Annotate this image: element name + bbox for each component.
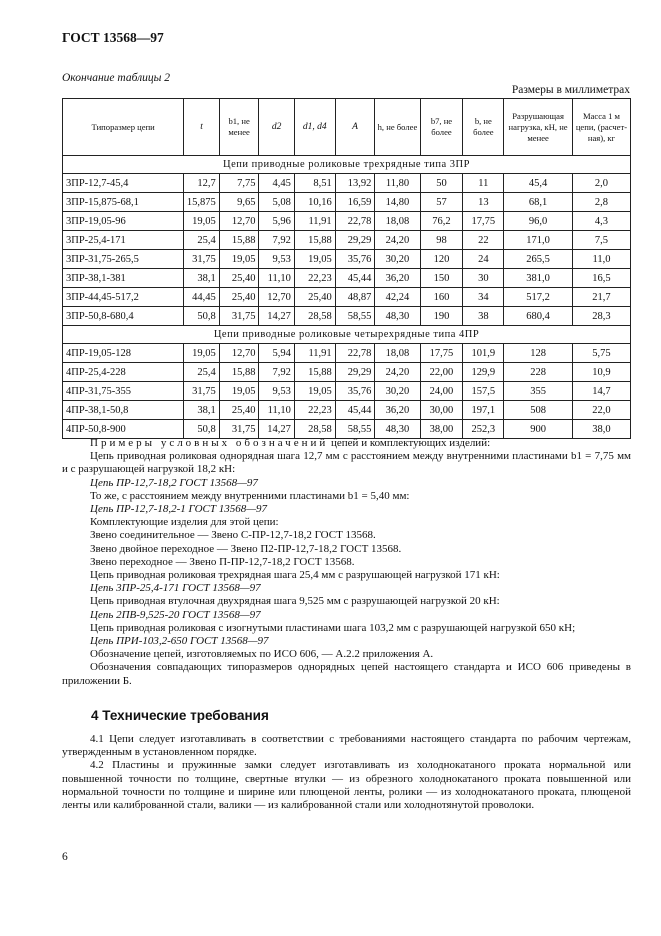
table-cell: 48,30 bbox=[375, 307, 420, 326]
table-cell: 25,40 bbox=[219, 288, 259, 307]
table-cell: 19,05 bbox=[294, 250, 335, 269]
example-code: Цепь 2ПВ-9,525-20 ГОСТ 13568—97 bbox=[90, 608, 261, 621]
chain-type-cell: 3ПР-19,05-96 bbox=[63, 212, 184, 231]
table-cell: 38,1 bbox=[184, 269, 219, 288]
table-cell: 45,4 bbox=[504, 174, 573, 193]
table-cell: 30,00 bbox=[420, 401, 463, 420]
table-cell: 11,91 bbox=[294, 212, 335, 231]
table-cell: 38 bbox=[463, 307, 504, 326]
clause-4-1: 4.1 Цепи следует изготавливать в соответствии с требованиями настоящего стандарта по рабочим чертежам, утвержденным в установленном порядке. bbox=[62, 733, 631, 759]
table-cell: 4,3 bbox=[572, 212, 630, 231]
chain-type-cell: 3ПР-50,8-680,4 bbox=[63, 307, 184, 326]
table-row bbox=[63, 382, 631, 401]
col-header-a: A bbox=[335, 99, 375, 156]
col-header-type: Типоразмер цепи bbox=[63, 99, 184, 156]
table-cell: 25,40 bbox=[219, 269, 259, 288]
table-row bbox=[63, 344, 631, 363]
table-cell: 36,20 bbox=[375, 269, 420, 288]
table-cell: 19,05 bbox=[184, 344, 219, 363]
table-cell: 2,0 bbox=[572, 174, 630, 193]
section-title: Цепи приводные роликовые трехрядные типа 3ПР bbox=[63, 156, 631, 174]
table-cell: 7,92 bbox=[259, 363, 294, 382]
table-cell: 12,70 bbox=[259, 288, 294, 307]
table-cell: 16,59 bbox=[335, 193, 375, 212]
table-cell: 13,92 bbox=[335, 174, 375, 193]
table-cell: 157,5 bbox=[463, 382, 504, 401]
table-cell: 128 bbox=[504, 344, 573, 363]
table-cell: 11,10 bbox=[259, 401, 294, 420]
section-4-title: 4 Технические требования bbox=[91, 708, 269, 723]
table-cell: 7,92 bbox=[259, 231, 294, 250]
table-cell: 30,20 bbox=[375, 250, 420, 269]
table-cell: 12,70 bbox=[219, 212, 259, 231]
page-number: 6 bbox=[62, 851, 68, 863]
section-4-body bbox=[62, 733, 631, 812]
table-row bbox=[63, 288, 631, 307]
table-cell: 15,88 bbox=[219, 363, 259, 382]
example-paragraph: Цепь приводная роликовая с изогнутыми пластинами шага 103,2 мм с разрушающей нагрузкой 650 кН; bbox=[90, 621, 576, 634]
table-row bbox=[63, 269, 631, 288]
table-cell: 22,78 bbox=[335, 344, 375, 363]
table-cell: 48,30 bbox=[375, 420, 420, 439]
table-cell: 28,3 bbox=[572, 307, 630, 326]
chain-type-cell: 3ПР-31,75-265,5 bbox=[63, 250, 184, 269]
table-cell: 5,96 bbox=[259, 212, 294, 231]
table-cell: 35,76 bbox=[335, 382, 375, 401]
example-paragraph: Звено переходное — Звено П-ПР-12,7-18,2 ГОСТ 13568. bbox=[90, 555, 355, 568]
section-title: Цепи приводные роликовые четырехрядные типа 4ПР bbox=[63, 326, 631, 344]
chain-type-cell: 4ПР-50,8-900 bbox=[63, 420, 184, 439]
table-cell: 10,9 bbox=[572, 363, 630, 382]
chain-type-cell: 4ПР-31,75-355 bbox=[63, 382, 184, 401]
table-cell: 5,94 bbox=[259, 344, 294, 363]
table-cell: 68,1 bbox=[504, 193, 573, 212]
table-cell: 228 bbox=[504, 363, 573, 382]
table-cell: 11,80 bbox=[375, 174, 420, 193]
table-cell: 19,05 bbox=[219, 382, 259, 401]
table-cell: 58,55 bbox=[335, 307, 375, 326]
table-row bbox=[63, 174, 631, 193]
table-cell: 31,75 bbox=[219, 420, 259, 439]
chain-type-cell: 3ПР-38,1-381 bbox=[63, 269, 184, 288]
table-cell: 171,0 bbox=[504, 231, 573, 250]
table-cell: 57 bbox=[420, 193, 463, 212]
table-cell: 265,5 bbox=[504, 250, 573, 269]
table-cell: 25,4 bbox=[184, 231, 219, 250]
table-cell: 14,27 bbox=[259, 420, 294, 439]
table-cell: 24,00 bbox=[420, 382, 463, 401]
table-cell: 22 bbox=[463, 231, 504, 250]
table-cell: 5,08 bbox=[259, 193, 294, 212]
table-cell: 12,70 bbox=[219, 344, 259, 363]
table-cell: 28,58 bbox=[294, 420, 335, 439]
table-cell: 9,53 bbox=[259, 382, 294, 401]
table-cell: 900 bbox=[504, 420, 573, 439]
table-cell: 680,4 bbox=[504, 307, 573, 326]
table-cell: 38,0 bbox=[572, 420, 630, 439]
table-row bbox=[63, 420, 631, 439]
chain-type-cell: 3ПР-12,7-45,4 bbox=[63, 174, 184, 193]
table-cell: 11 bbox=[463, 174, 504, 193]
example-code: Цепь ПРИ-103,2-650 ГОСТ 13568—97 bbox=[90, 635, 269, 648]
table-cell: 252,3 bbox=[463, 420, 504, 439]
col-header-d2: d2 bbox=[259, 99, 294, 156]
table-cell: 17,75 bbox=[420, 344, 463, 363]
table-cell: 42,24 bbox=[375, 288, 420, 307]
table-caption: Окончание таблицы 2 bbox=[62, 72, 170, 84]
table-cell: 5,75 bbox=[572, 344, 630, 363]
table-cell: 2,8 bbox=[572, 193, 630, 212]
example-code: Цепь 3ПР-25,4-171 ГОСТ 13568—97 bbox=[90, 582, 261, 595]
table-cell: 25,4 bbox=[184, 363, 219, 382]
example-paragraph: Обозначение цепей, изготовляемых по ИСО 606, — А.2.2 приложения А. bbox=[90, 648, 434, 661]
table-cell: 31,75 bbox=[184, 250, 219, 269]
table-cell: 101,9 bbox=[463, 344, 504, 363]
table-cell: 25,40 bbox=[294, 288, 335, 307]
chain-type-cell: 3ПР-15,875-68,1 bbox=[63, 193, 184, 212]
col-header-b1: b1, не менее bbox=[219, 99, 259, 156]
table-cell: 15,88 bbox=[219, 231, 259, 250]
table-cell: 15,875 bbox=[184, 193, 219, 212]
col-header-t: t bbox=[184, 99, 219, 156]
chain-type-cell: 4ПР-38,1-50,8 bbox=[63, 401, 184, 420]
col-header-load: Разрушающая нагрузка, кН, не менее bbox=[504, 99, 573, 156]
col-header-b7: b7, не более bbox=[420, 99, 463, 156]
table-cell: 30,20 bbox=[375, 382, 420, 401]
chain-dimensions-table bbox=[62, 98, 631, 439]
examples-heading: Примеры условных обозначений цепей и комплектующих изделий: bbox=[90, 437, 491, 449]
table-cell: 14,80 bbox=[375, 193, 420, 212]
table-cell: 50,8 bbox=[184, 307, 219, 326]
example-paragraph: Цепь приводная втулочная двухрядная шага 9,525 мм с разрушающей нагрузкой 20 кН: bbox=[90, 595, 500, 608]
table-cell: 25,40 bbox=[219, 401, 259, 420]
table-cell: 17,75 bbox=[463, 212, 504, 231]
table-row bbox=[63, 401, 631, 420]
table-row bbox=[63, 231, 631, 250]
table-header-row bbox=[63, 99, 631, 156]
examples-block bbox=[62, 437, 631, 688]
table-cell: 9,53 bbox=[259, 250, 294, 269]
example-paragraph: Звено двойное переходное — Звено П2-ПР-12,7-18,2 ГОСТ 13568. bbox=[90, 542, 402, 555]
table-cell: 18,08 bbox=[375, 344, 420, 363]
table-cell: 129,9 bbox=[463, 363, 504, 382]
example-paragraph: То же, с расстоянием между внутренними пластинами b1 = 5,40 мм: bbox=[90, 489, 410, 502]
table-cell: 48,87 bbox=[335, 288, 375, 307]
col-header-d1-d4: d1, d4 bbox=[294, 99, 335, 156]
table-cell: 150 bbox=[420, 269, 463, 288]
table-cell: 31,75 bbox=[219, 307, 259, 326]
table-cell: 120 bbox=[420, 250, 463, 269]
table-cell: 381,0 bbox=[504, 269, 573, 288]
table-cell: 58,55 bbox=[335, 420, 375, 439]
table-cell: 35,76 bbox=[335, 250, 375, 269]
table-cell: 34 bbox=[463, 288, 504, 307]
document-code: ГОСТ 13568—97 bbox=[62, 30, 164, 45]
chain-type-cell: 4ПР-19,05-128 bbox=[63, 344, 184, 363]
table-cell: 15,88 bbox=[294, 231, 335, 250]
table-cell: 24 bbox=[463, 250, 504, 269]
table-cell: 14,27 bbox=[259, 307, 294, 326]
table-cell: 517,2 bbox=[504, 288, 573, 307]
table-cell: 36,20 bbox=[375, 401, 420, 420]
table-cell: 19,05 bbox=[184, 212, 219, 231]
table-cell: 11,0 bbox=[572, 250, 630, 269]
table-cell: 197,1 bbox=[463, 401, 504, 420]
table-cell: 76,2 bbox=[420, 212, 463, 231]
table-cell: 29,29 bbox=[335, 363, 375, 382]
table-cell: 96,0 bbox=[504, 212, 573, 231]
table-cell: 50 bbox=[420, 174, 463, 193]
table-cell: 14,7 bbox=[572, 382, 630, 401]
table-cell: 160 bbox=[420, 288, 463, 307]
table-cell: 38,00 bbox=[420, 420, 463, 439]
table-cell: 13 bbox=[463, 193, 504, 212]
table-cell: 16,5 bbox=[572, 269, 630, 288]
table-cell: 9,65 bbox=[219, 193, 259, 212]
chain-type-cell: 3ПР-44,45-517,2 bbox=[63, 288, 184, 307]
table-cell: 19,05 bbox=[294, 382, 335, 401]
table-cell: 24,20 bbox=[375, 231, 420, 250]
example-paragraph: Цепь приводная роликовая трехрядная шага 25,4 мм с разрушающей нагрузкой 171 кН: bbox=[90, 569, 500, 582]
table-cell: 28,58 bbox=[294, 307, 335, 326]
table-row bbox=[63, 212, 631, 231]
table-cell: 98 bbox=[420, 231, 463, 250]
table-cell: 22,0 bbox=[572, 401, 630, 420]
col-header-h: h, не более bbox=[375, 99, 420, 156]
table-cell: 21,7 bbox=[572, 288, 630, 307]
table-cell: 30 bbox=[463, 269, 504, 288]
table-cell: 22,23 bbox=[294, 401, 335, 420]
table-cell: 31,75 bbox=[184, 382, 219, 401]
clause-4-2: 4.2 Пластины и пружинные замки следует изготавливать из холоднокатаного проката нормальной или повышенной точности по толщине, свертные втулки — из обрезного холоднокатаного проката повышенной или нормальной точности по толщине и ширине или плющеной ленты, ролики — из холоднокатаного проката, плющеной ленты или калиброванной стали, валики — из калиброванной стали или холоднотянутой проволоки. bbox=[62, 759, 631, 812]
table-cell: 190 bbox=[420, 307, 463, 326]
table-cell: 18,08 bbox=[375, 212, 420, 231]
table-cell: 11,10 bbox=[259, 269, 294, 288]
table-cell: 11,91 bbox=[294, 344, 335, 363]
table-cell: 29,29 bbox=[335, 231, 375, 250]
table-cell: 4,45 bbox=[259, 174, 294, 193]
table-cell: 355 bbox=[504, 382, 573, 401]
table-row bbox=[63, 363, 631, 382]
table-row bbox=[63, 250, 631, 269]
example-code: Цепь ПР-12,7-18,2 ГОСТ 13568—97 bbox=[90, 476, 258, 489]
table-cell: 12,7 bbox=[184, 174, 219, 193]
table-cell: 24,20 bbox=[375, 363, 420, 382]
example-paragraph: Комплектующие изделия для этой цепи: bbox=[90, 516, 279, 529]
col-header-mass: Масса 1 м цепи, (расчетная), кг bbox=[572, 99, 630, 156]
table-units: Размеры в миллиметрах bbox=[511, 84, 630, 96]
table-cell: 10,16 bbox=[294, 193, 335, 212]
example-code: Цепь ПР-12,7-18,2-1 ГОСТ 13568—97 bbox=[90, 503, 268, 516]
table-cell: 508 bbox=[504, 401, 573, 420]
table-cell: 7,75 bbox=[219, 174, 259, 193]
table-cell: 22,00 bbox=[420, 363, 463, 382]
table-cell: 19,05 bbox=[219, 250, 259, 269]
chain-type-cell: 3ПР-25,4-171 bbox=[63, 231, 184, 250]
table-cell: 45,44 bbox=[335, 269, 375, 288]
col-header-b: b, не более bbox=[463, 99, 504, 156]
table-row bbox=[63, 307, 631, 326]
table-cell: 38,1 bbox=[184, 401, 219, 420]
table-cell: 7,5 bbox=[572, 231, 630, 250]
table-cell: 50,8 bbox=[184, 420, 219, 439]
table-row bbox=[63, 193, 631, 212]
example-paragraph: Обозначения совпадающих типоразмеров однорядных цепей настоящего стандарта и ИСО 606 приведены в приложении Б. bbox=[62, 661, 631, 687]
example-paragraph: Цепь приводная роликовая однорядная шага 12,7 мм с расстоянием между внутренними пластинами b1 = 7,75 мм и с разрушающей нагрузкой 18,2 кН: bbox=[62, 450, 631, 476]
table-cell: 15,88 bbox=[294, 363, 335, 382]
table-cell: 45,44 bbox=[335, 401, 375, 420]
table-cell: 22,23 bbox=[294, 269, 335, 288]
table-cell: 44,45 bbox=[184, 288, 219, 307]
chain-type-cell: 4ПР-25,4-228 bbox=[63, 363, 184, 382]
table-section-row bbox=[63, 326, 631, 344]
table-cell: 22,78 bbox=[335, 212, 375, 231]
table-section-row bbox=[63, 156, 631, 174]
example-paragraph: Звено соединительное — Звено С-ПР-12,7-18,2 ГОСТ 13568. bbox=[90, 529, 376, 542]
table-cell: 8,51 bbox=[294, 174, 335, 193]
